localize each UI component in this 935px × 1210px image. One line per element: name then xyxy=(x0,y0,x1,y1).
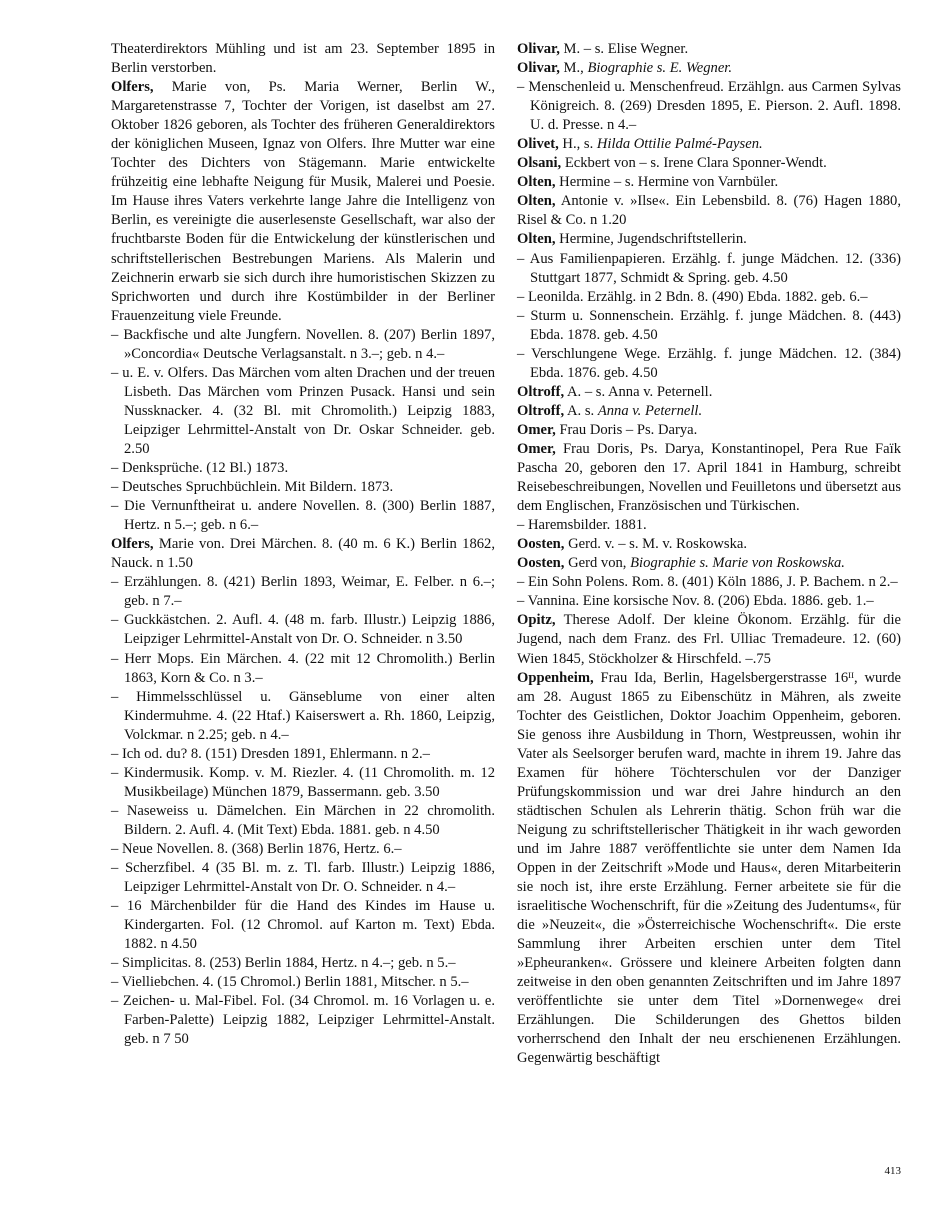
author-entry xyxy=(517,192,901,230)
author-name: Omer, xyxy=(517,440,556,457)
right-column xyxy=(517,40,901,1069)
entry-text: Theaterdirektors Mühling und ist am 23. September 1895 in Berlin verstorben. xyxy=(111,41,495,77)
author-name: Olivar, xyxy=(517,41,560,57)
entry-text: H., s. xyxy=(562,136,594,153)
author-entry xyxy=(517,669,901,1069)
work-entry: – Simplicitas. 8. (253) Berlin 1884, Hertz. n 4.–; geb. n 5.– xyxy=(111,955,456,972)
entry-text: A. s. xyxy=(567,402,595,419)
entry-text: Gerd. v. – s. M. v. Roskowska. xyxy=(568,536,747,553)
entry-text: Marie von, Ps. Maria Werner, Berlin W., Margaretenstrasse 7, Tochter der Vorigen, ist daselbst am 27. Oktober 1826 geboren, als Tochter des früheren Generaldirektors der königlichen Museen, Ignaz von Olfers. Ihre Mutter war eine Tochter des Dichters von Stägemann. Marie entwickelte frühzeitig eine lebhafte Neigung für Musik, Malerei und Poesie. Im Hause ihres Vaters verkehrte lange Jahre die Intelligenz von Berlin, es vereinigte die auserlesenste Gesellschaft, war also der fruchtbarste Boden für die Entwickelung der künstlerischen und schriftstellerischen Bestrebungen Mariens. Als Malerin und Zeichnerin erwarb sie sich durch ihre humoristischen Skizzen zu Sprichworten und durch ihre Kostümbilder in der Berliner Frauenzeitung viele Freunde. xyxy=(111,79,496,324)
work-entry: – Backfische und alte Jungfern. Novellen. 8. (207) Berlin 1897, »Concordia« Deutsche Verlagsanstalt. n 3.–; geb. n 4.– xyxy=(111,326,495,362)
author-name: Olivet, xyxy=(517,136,559,153)
author-entry xyxy=(517,383,901,402)
author-name: Oppenheim, xyxy=(517,669,594,686)
work-entry: – Deutsches Spruchbüchlein. Mit Bildern. 1873. xyxy=(111,479,394,496)
author-entry xyxy=(517,611,901,668)
page-number: 413 xyxy=(884,1165,901,1177)
author-name: Oosten, xyxy=(517,536,565,553)
work-entry: – Neue Novellen. 8. (368) Berlin 1876, Hertz. 6.– xyxy=(111,840,402,857)
author-entry xyxy=(517,40,901,59)
work-entry: – Naseweiss u. Dämelchen. Ein Märchen in 22 chromolith. Bildern. 2. Aufl. 4. (Mit Text) Ebda. 1881. geb. n 4.50 xyxy=(111,802,495,838)
entry-text: Hermine, Jugendschriftstellerin. xyxy=(559,231,747,248)
work-entry: – Die Vernunftheirat u. andere Novellen. 8. (300) Berlin 1887, Hertz. n 5.–; geb. n 6.– xyxy=(111,498,495,534)
work-entry: – Kindermusik. Komp. v. M. Riezler. 4. (11 Chromolith. m. 12 Musikbeilage) München 1879, Bassermann. geb. 3.50 xyxy=(111,764,495,800)
left-column xyxy=(111,40,495,1049)
work-entry: – Leonilda. Erzählg. in 2 Bdn. 8. (490) Ebda. 1882. geb. 6.– xyxy=(517,288,868,305)
work-entry: – Erzählungen. 8. (421) Berlin 1893, Weimar, E. Felber. n 6.–; geb. n 7.– xyxy=(111,574,495,610)
entry-text: Frau Ida, Berlin, Hagelsbergerstrasse 16ᴵᴵ, wurde am 28. August 1865 zu Eibenschütz in Mähren, als zweite Tochter des Geistlichen, Doktor Joachim Oppenheim, geboren. Sie genoss ihre Ausbildung in Thorn, Westpreussen, wohin ihr Vater als Seelsorger berufen ward, machte in ihrem 19. Jahre das Examen für höhere Töchterschulen vor der Danziger Prüfungskommission und war drei Jahre hindurch an den städtischen Schulen als Lehrerin thätig. Schon früh war die Neigung zu schriftstellerischer Thätigkeit in ihr wach geworden und im Jahre 1887 veröffentlichte sie unter dem Namen Ida Oppen in der Zeitschrift »Mode und Haus«, deren Mitarbeiterin sie noch ist, ihre erste Erzählung. Ferner arbeitete sie für die israelitische Wochenschrift, für die »Zeitung des Judentums«, für die »Neuzeit«, die »Österreichische Wochenschrift«. Die erste Sammlung ihrer Arbeiten erschien unter dem Titel »Epheuranken«. Grössere und kleinere Arbeiten folgten dann zeitweise in den oben genannten Zeitschriften und im Jahre 1897 veröffentlichte sie unter dem Titel »Dornenwege« drei Erzählungen. Die Schilderungen des Ghettos bilden vorherrschend den Inhalt der neu erschienenen Erzählungen. Gegenwärtig beschäftigt xyxy=(517,669,901,1067)
author-name: Omer, xyxy=(517,421,556,438)
entry-text: Frau Doris, Ps. Darya, Konstantinopel, Pera Rue Faïk Pascha 20, geboren den 17. April 1841 in Hamburg, schreibt Reisebeschreibungen, Novellen und Feuilletons und übersetzt aus dem Englischen, Französischen und Türkischen. xyxy=(517,440,901,515)
cross-reference: Biographie s. E. Wegner. xyxy=(587,60,733,77)
author-entry xyxy=(111,535,495,573)
work-entry: – Herr Mops. Ein Märchen. 4. (22 mit 12 Chromolith.) Berlin 1863, Korn & Co. n 3.– xyxy=(111,650,495,686)
work-entry: – Sturm u. Sonnenschein. Erzählg. f. junge Mädchen. 8. (443) Ebda. 1878. geb. 4.50 xyxy=(517,307,901,343)
author-entry xyxy=(517,154,901,173)
author-entry xyxy=(517,59,901,78)
entry-text: M., xyxy=(563,60,584,77)
author-name: Olsani, xyxy=(517,155,562,172)
author-name: Olivar, xyxy=(517,60,560,77)
author-entry xyxy=(517,402,901,421)
entry-text: Hermine – s. Hermine von Varnbüler. xyxy=(559,174,779,191)
work-entry: – Ich od. du? 8. (151) Dresden 1891, Ehlermann. n 2.– xyxy=(111,745,430,762)
cross-reference: Biographie s. Marie von Roskowska. xyxy=(630,555,845,572)
author-name: Olfers, xyxy=(111,79,154,96)
author-name: Oltroff, xyxy=(517,383,565,400)
author-name: Opitz, xyxy=(517,612,556,629)
work-entry: – Haremsbilder. 1881. xyxy=(517,517,647,534)
author-name: Oltroff, xyxy=(517,402,565,419)
author-entry xyxy=(111,40,495,78)
author-entry xyxy=(517,421,901,440)
work-entry: – u. E. v. Olfers. Das Märchen vom alten Drachen und der treuen Lisbeth. Das Märchen vom Prinzen Pusack. Hansi und sein Nussknacker. 4. (32 Bl. mit Chromolith.) Leipzig 1883, Leipziger Lehrmittel-Anstalt von Dr. Oskar Schneider. geb. 2.50 xyxy=(111,364,495,457)
author-name: Olten, xyxy=(517,231,556,248)
entry-text: M. – s. Elise Wegner. xyxy=(563,41,689,57)
author-entry xyxy=(517,135,901,154)
work-entry: – Ein Sohn Polens. Rom. 8. (401) Köln 1886, J. P. Bachem. n 2.– xyxy=(517,574,898,591)
author-name: Olten, xyxy=(517,174,556,191)
author-entry xyxy=(517,535,901,554)
work-entry: – 16 Märchenbilder für die Hand des Kindes im Hause u. Kindergarten. Fol. (12 Chromol. auf Karton m. Text) Ebda. 1882. n 4.50 xyxy=(111,898,495,953)
work-entry: – Verschlungene Wege. Erzählg. f. junge Mädchen. 12. (384) Ebda. 1876. geb. 4.50 xyxy=(517,345,901,381)
entry-text: Frau Doris – Ps. Darya. xyxy=(559,421,698,438)
work-entry: – Vielliebchen. 4. (15 Chromol.) Berlin 1881, Mitscher. n 5.– xyxy=(111,974,469,991)
entry-text: Antonie v. »Ilse«. Ein Lebensbild. 8. (76) Hagen 1880, Risel & Co. n 1.20 xyxy=(517,193,901,229)
author-entry xyxy=(111,78,495,326)
entry-text: Eckbert von – s. Irene Clara Sponner-Wendt. xyxy=(564,155,827,172)
author-entry xyxy=(517,440,901,516)
author-name: Oosten, xyxy=(517,555,565,572)
work-entry: – Scherzfibel. 4 (35 Bl. m. z. Tl. farb. Illustr.) Leipzig 1886, Leipziger Lehrmittel-Anstalt von Dr. O. Schneider. n 4.– xyxy=(111,860,495,896)
cross-reference: Hilda Ottilie Palmé-Paysen. xyxy=(596,136,763,153)
work-entry: – Himmelsschlüssel u. Gänseblume von einer alten Kindermuhme. 4. (22 Htaf.) Kaiserswert a. Rh. 1860, Leipzig, Volckmar. n 2.25; geb. n 4.– xyxy=(111,688,495,743)
author-entry xyxy=(517,554,901,573)
work-entry: – Vannina. Eine korsische Nov. 8. (206) Ebda. 1886. geb. 1.– xyxy=(517,593,874,610)
author-name: Olten, xyxy=(517,193,556,210)
entry-text: Gerd von, xyxy=(568,555,627,572)
entry-text: A. – s. Anna v. Peternell. xyxy=(567,383,713,400)
entry-text: Marie von. Drei Märchen. 8. (40 m. 6 K.) Berlin 1862, Nauck. n 1.50 xyxy=(111,536,495,572)
work-entry: – Zeichen- u. Mal-Fibel. Fol. (34 Chromol. m. 16 Vorlagen u. e. Farben-Palette) Leipzig 1882, Leipziger Lehrmittel-Anstalt. geb. n 7 50 xyxy=(111,993,495,1048)
author-entry xyxy=(517,230,901,249)
work-entry: – Denksprüche. (12 Bl.) 1873. xyxy=(111,460,289,477)
work-entry: – Aus Familienpapieren. Erzählg. f. junge Mädchen. 12. (336) Stuttgart 1877, Schmidt & Spring. geb. 4.50 xyxy=(517,250,901,286)
author-name: Olfers, xyxy=(111,536,154,553)
entry-text: Therese Adolf. Der kleine Ökonom. Erzählg. für die Jugend, nach dem Franz. des Frl. Ulliac Tremadeure. 12. (60) Wien 1845, Stöckholzer & Hirschfeld. –.75 xyxy=(517,612,901,667)
work-entry: – Menschenleid u. Menschenfreud. Erzählgn. aus Carmen Sylvas Königreich. 8. (269) Dresden 1895, E. Pierson. 2. Aufl. 1898. U. d. Presse. n 4.– xyxy=(517,79,901,134)
author-entry xyxy=(517,173,901,192)
cross-reference: Anna v. Peternell. xyxy=(597,402,703,419)
work-entry: – Guckkästchen. 2. Aufl. 4. (48 m. farb. Illustr.) Leipzig 1886, Leipziger Lehrmittel-Anstalt von Dr. O. Schneider. n 3.50 xyxy=(111,612,495,648)
